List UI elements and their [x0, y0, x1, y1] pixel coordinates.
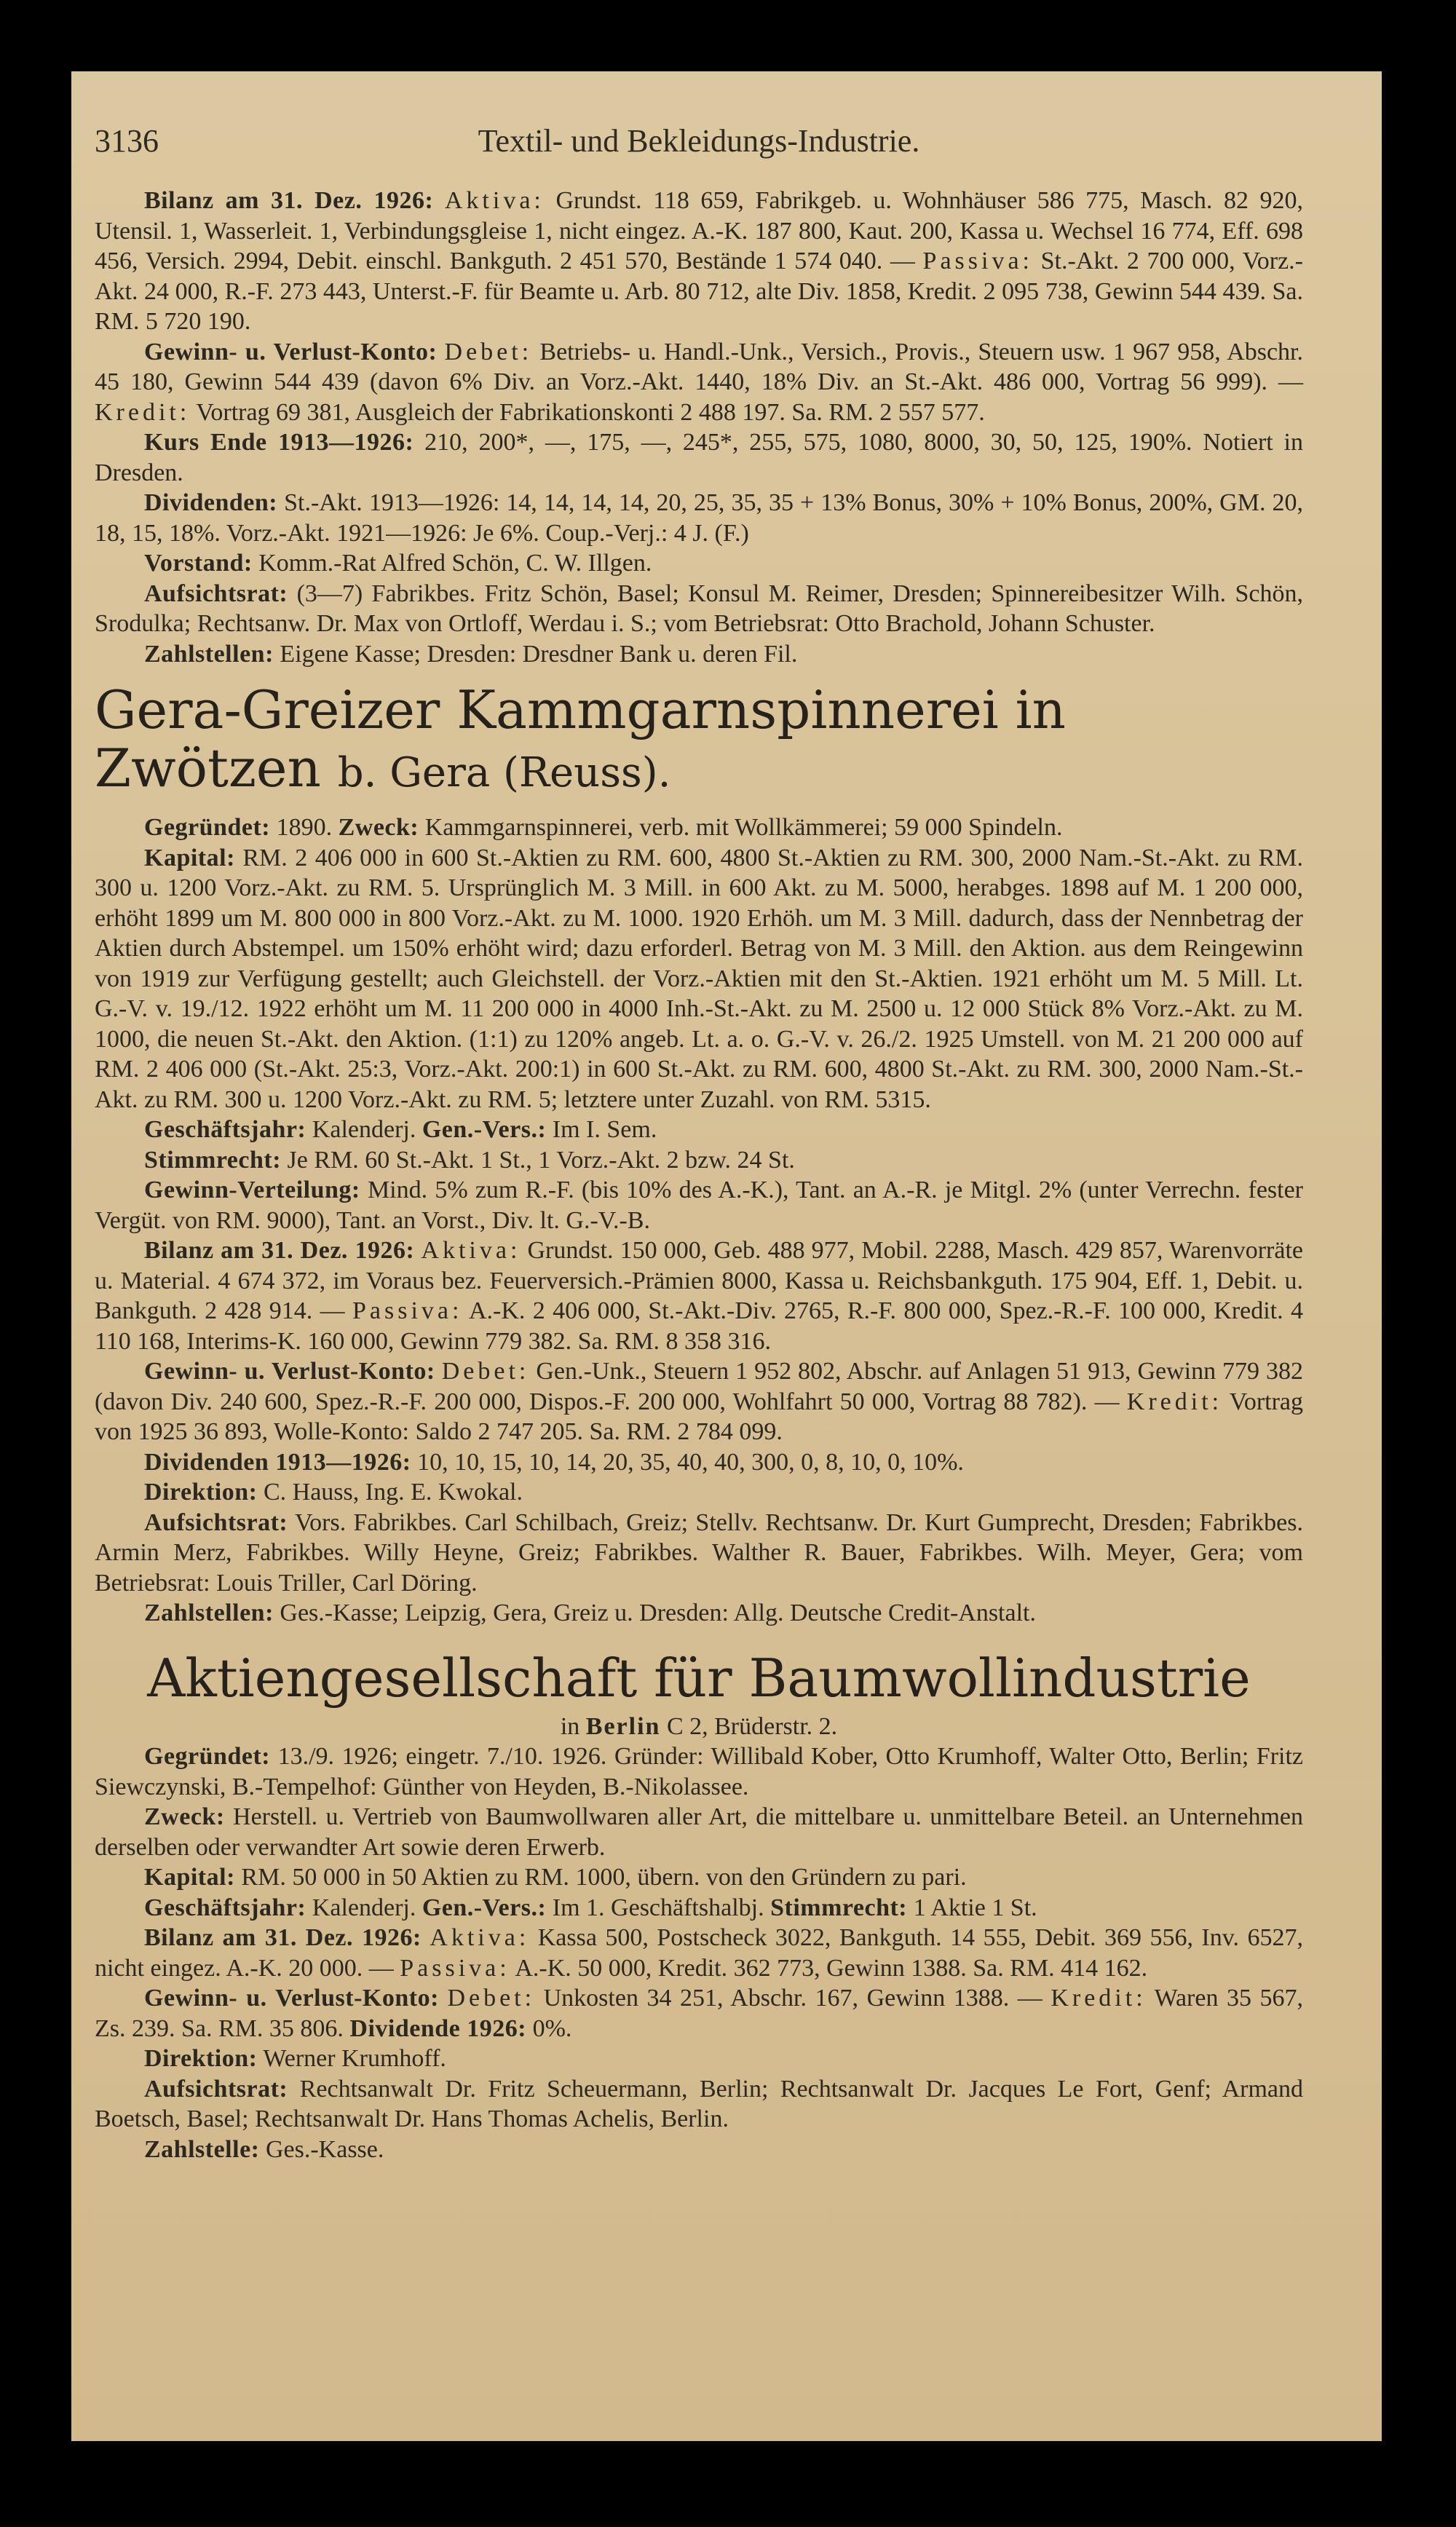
company-title-tail: b. Gera (Reuss).: [337, 749, 671, 796]
aktiva-word: Aktiva:: [444, 187, 545, 214]
gegruendet-text: 13./9. 1926; eingetr. 7./10. 1926. Gründer: Willibald Kober, Otto Krumhoff, Walter Otto, Berlin; Fritz Siewczynski, B.-Tempelhof: Günther von Heyden, B.-Nikolassee.: [95, 1743, 1303, 1800]
stimmrecht-label: Stimmrecht:: [144, 1146, 282, 1174]
dividenden-text: 10, 10, 15, 10, 14, 20, 35, 40, 40, 300, 0, 8, 10, 0, 10%.: [417, 1448, 964, 1476]
vorstand-entry: [95, 548, 1303, 579]
stimmrecht-label: Stimmrecht:: [770, 1894, 908, 1921]
gen-vers-text: Im I. Sem.: [552, 1116, 657, 1143]
aufsichtsrat-text: Vors. Fabrikbes. Carl Schilbach, Greiz; Stellv. Rechtsanw. Dr. Kurt Gumprecht, Dresden; Fabrikbes. Armin Merz, Fabrikbes. Willy Heyne, Greiz; Fabrikbes. Walther R. Bauer, Fabrikbes. Wilh. Meyer, Gera; vom Betriebsrat: Louis Triller, Carl Döring.: [95, 1508, 1303, 1597]
zahlstelle-text: Ges.-Kasse.: [265, 2135, 384, 2163]
geschaeftsjahr-label: Geschäftsjahr:: [144, 1894, 306, 1921]
company-location: [95, 1712, 1303, 1742]
stimmrecht-entry: [95, 1145, 1303, 1176]
kapital-entry: [95, 843, 1303, 1115]
kredit-word: Kredit:: [1126, 1388, 1223, 1415]
bilanz-entry: [95, 1923, 1303, 1983]
direktion-text: Werner Krumhoff.: [263, 2045, 446, 2072]
kapital-text: RM. 2 406 000 in 600 St.-Aktien zu RM. 600, 4800 St.-Aktien zu RM. 300, 2000 Nam.-St.-Akt. zu RM. 300 u. 1200 Vorz.-Akt. zu RM. 5. Ursprünglich M. 3 Mill. in 600 Akt. zu M. 5000, herabges. 1898 auf M. 1 200 000, erhöht 1899 um M. 800 000 in 800 Vorz.-Akt. zu M. 1000. 1920 Erhöh. um M. 3 Mill. dadurch, dass der Nennbetrag der Aktien durch Abstempel. um 150% erhöht wird; dazu erforderl. Betrag von M. 3 Mill. den Aktion. aus dem Reingewinn von 1919 zur Verfügung gestellt; auch Gleichstell. der Vorz.-Aktien mit den St.-Aktien. 1921 erhöht um M. 5 Mill. Lt. G.-V. v. 19./12. 1922 erhöht um M. 11 200 000 in 4000 Inh.-St.-Akt. zu M. 2500 u. 12 000 Stück 8% Vorz.-Akt. zu M. 1000, die neuen St.-Akt. den Aktion. (1:1) zu 120% angeb. Lt. a. o. G.-V. v. 26./2. 1925 Umstell. von M. 21 200 000 auf RM. 2 406 000 (St.-Akt. 25:3, Vorz.-Akt. 200:1) in 600 St.-Akt. zu RM. 600, 4800 St.-Akt. zu RM. 300, 2000 Nam.-St.-Akt. zu RM. 300 u. 1200 Vorz.-Akt. zu RM. 5; letztere unter Zuzahl. von RM. 5315.: [95, 844, 1303, 1113]
kurs-text: 210, 200*, —, 175, —, 245*, 255, 575, 1080, 8000, 30, 50, 125, 190%. Notiert in Dresden.: [95, 429, 1304, 486]
bilanz-entry: [95, 1235, 1303, 1356]
geschaeftsjahr-label: Geschäftsjahr:: [144, 1116, 306, 1143]
stimmrecht-text: 1 Aktie 1 St.: [913, 1894, 1037, 1921]
guv-entry: [95, 337, 1303, 428]
geschaeftsjahr-entry: [95, 1893, 1303, 1923]
dividende-text: 0%.: [532, 2014, 572, 2042]
zahlstellen-text: Eigene Kasse; Dresden: Dresdner Bank u. deren Fil.: [280, 640, 798, 668]
location-city: Berlin: [585, 1712, 661, 1740]
aufsichtsrat-text: (3—7) Fabrikbes. Fritz Schön, Basel; Konsul M. Reimer, Dresden; Spinnereibesitzer Wilh. Schön, Srodulka; Rechtsanw. Dr. Max von Ortloff, Werdau i. S.; vom Betriebsrat: Otto Brachold, Johann Schuster.: [95, 580, 1303, 637]
guv-debet-text: Betriebs- u. Handl.-Unk., Versich., Provis., Steuern usw. 1 967 958, Abschr. 45 180, Gewinn 544 439 (davon 6% Div. an Vorz.-Akt. 1440, 18% Div. an St.-Akt. 486 000, Vortrag 56 999). —: [95, 338, 1303, 395]
kapital-entry: [95, 1862, 1303, 1893]
guv-kredit-text: Vortrag 69 381, Ausgleich der Fabrikationskonti 2 488 197. Sa. RM. 2 557 577.: [196, 398, 985, 426]
passiva-word: Passiva:: [922, 248, 1033, 274]
gen-vers-label: Gen.-Vers.:: [422, 1894, 547, 1921]
passiva-word: Passiva:: [352, 1297, 463, 1324]
gegruendet-text: 1890.: [276, 814, 333, 841]
zahlstellen-entry: [95, 639, 1303, 670]
zahlstellen-text: Ges.-Kasse; Leipzig, Gera, Greiz u. Dresden: Allg. Deutsche Credit-Anstalt.: [280, 1599, 1036, 1626]
dividenden-entry: [95, 488, 1303, 548]
zweck-entry: [95, 1802, 1303, 1862]
gewinn-verteilung-label: Gewinn-Verteilung:: [144, 1177, 360, 1203]
bilanz-aktiva-text: Kassa 500, Postscheck 3022, Bankguth. 14 555, Debit. 369 556, Inv. 6527, nicht eingez. A.-K. 20 000. —: [95, 1924, 1304, 1982]
direktion-entry: [95, 2044, 1303, 2074]
aufsichtsrat-label: Aufsichtsrat:: [144, 2075, 288, 2103]
bilanz-label: Bilanz am 31. Dez. 1926:: [144, 187, 434, 214]
guv-debet-text: Gen.-Unk., Steuern 1 952 802, Abschr. auf Anlagen 51 913, Gewinn 779 382 (davon Div. 240 600, Spez.-R.-F. 200 000, Dispos.-F. 200 000, Wohlfahrt 50 000, Vortrag 88 782). —: [95, 1358, 1303, 1415]
guv-kredit-text: Waren 35 567, Zs. 239. Sa. RM. 35 806.: [95, 1985, 1304, 2042]
guv-debet-text: Unkosten 34 251, Abschr. 167, Gewinn 1388. —: [543, 1985, 1042, 2012]
guv-label: Gewinn- u. Verlust-Konto:: [144, 338, 438, 365]
debet-word: Debet:: [444, 338, 533, 365]
guv-entry: [95, 1983, 1303, 2044]
bilanz-entry: [95, 186, 1303, 337]
page-number: 3136: [95, 123, 159, 159]
bilanz-aktiva-text: Grundst. 118 659, Fabrikgeb. u. Wohnhäuser 586 775, Masch. 82 920, Utensil. 1, Wasserleit. 1, Verbindungsgleise 1, nicht eingez. A.-K. 187 800, Kaut. 200, Kassa u. Wechsel 16 774, Eff. 698 456, Versich. 2994, Debit. einschl. Bankguth. 2 451 570, Bestände 1 574 040. —: [95, 187, 1304, 274]
zahlstelle-entry: [95, 2135, 1303, 2165]
gewinn-verteilung-entry: [95, 1175, 1303, 1235]
debet-word: Debet:: [447, 1985, 536, 2012]
bilanz-label: Bilanz am 31. Dez. 1926:: [144, 1924, 422, 1951]
vorstand-text: Komm.-Rat Alfred Schön, C. W. Illgen.: [258, 550, 652, 577]
aufsichtsrat-label: Aufsichtsrat:: [144, 580, 288, 607]
zweck-text: Kammgarnspinnerei, verb. mit Wollkämmerei; 59 000 Spindeln.: [424, 814, 1063, 841]
aufsichtsrat-entry: [95, 579, 1303, 639]
gegruendet-label: Gegründet:: [144, 814, 271, 841]
aufsichtsrat-label: Aufsichtsrat:: [144, 1508, 288, 1536]
company-title-main: Gera-Greizer Kammgarnspinnerei in Zwötzen: [95, 679, 1067, 799]
aufsichtsrat-entry: [95, 2074, 1303, 2135]
page-header: [95, 122, 1303, 166]
direktion-label: Direktion:: [144, 2045, 258, 2072]
company-title-baumwollindustrie: Aktiengesellschaft für Baumwollindustrie: [147, 1647, 1251, 1709]
gewinn-verteilung-text: Mind. 5% zum R.-F. (bis 10% des A.-K.), Tant. an A.-R. je Mitgl. 2% (unter Verrechn. fester Vergüt. von RM. 9000), Tant. an Vorst., Div. lt. G.-V.-B.: [95, 1177, 1304, 1234]
vorstand-label: Vorstand:: [144, 550, 253, 577]
gegruendet-entry: [95, 1741, 1303, 1802]
kapital-label: Kapital:: [144, 844, 235, 871]
bilanz-passiva-text: A.-K. 2 406 000, St.-Akt.-Div. 2765, R.-F. 800 000, Spez.-R.-F. 100 000, Kredit. 4 110 168, Interims-K. 160 000, Gewinn 779 382. Sa. RM. 8 358 316.: [95, 1297, 1303, 1355]
location-prefix: in: [560, 1712, 580, 1740]
company-title-gera-greizer: [95, 681, 1303, 802]
guv-entry: [95, 1356, 1303, 1447]
bilanz-label: Bilanz am 31. Dez. 1926:: [144, 1237, 415, 1264]
gen-vers-text: Im 1. Geschäftshalbj.: [552, 1894, 764, 1921]
dividenden-label: Dividenden:: [144, 489, 278, 516]
zweck-label: Zweck:: [144, 1803, 225, 1830]
aufsichtsrat-text: Rechtsanwalt Dr. Fritz Scheuermann, Berlin; Rechtsanwalt Dr. Jacques Le Fort, Genf; Armand Boetsch, Basel; Rechtsanwalt Dr. Hans Thomas Achelis, Berlin.: [95, 2075, 1303, 2132]
geschaeftsjahr-text: Kalenderj.: [312, 1894, 416, 1921]
zweck-text: Herstell. u. Vertrieb von Baumwollwaren aller Art, die mittelbare u. unmittelbare Beteil. an Unternehmen derselben oder verwandter Art sowie deren Erwerb.: [95, 1803, 1303, 1861]
location-address: C 2, Brüderstr. 2.: [666, 1712, 838, 1740]
geschaeftsjahr-entry: [95, 1115, 1303, 1145]
direktion-text: C. Hauss, Ing. E. Kwokal.: [263, 1479, 523, 1506]
aktiva-word: Aktiva:: [421, 1237, 521, 1264]
zweck-label: Zweck:: [338, 814, 419, 841]
guv-kredit-text: Vortrag von 1925 36 893, Wolle-Konto: Saldo 2 747 205. Sa. RM. 2 784 099.: [95, 1388, 1304, 1445]
dividenden-entry: [95, 1447, 1303, 1478]
debet-word: Debet:: [441, 1358, 530, 1385]
kurs-entry: [95, 427, 1303, 488]
kredit-word: Kredit:: [95, 398, 191, 426]
running-head: Textil- und Bekleidungs-Industrie.: [478, 123, 920, 159]
gegruendet-label: Gegründet:: [144, 1743, 271, 1770]
kapital-text: RM. 50 000 in 50 Aktien zu RM. 1000, übern. von den Gründern zu pari.: [241, 1864, 967, 1891]
bilanz-passiva-text: A.-K. 50 000, Kredit. 362 773, Gewinn 1388. Sa. RM. 414 162.: [515, 1954, 1148, 1982]
gegruendet-zweck-entry: [95, 812, 1303, 843]
direktion-entry: [95, 1477, 1303, 1508]
zahlstellen-entry: [95, 1598, 1303, 1629]
guv-label: Gewinn- u. Verlust-Konto:: [144, 1358, 435, 1385]
gen-vers-label: Gen.-Vers.:: [422, 1116, 547, 1143]
zahlstellen-label: Zahlstellen:: [144, 1599, 274, 1626]
guv-label: Gewinn- u. Verlust-Konto:: [144, 1985, 439, 2012]
kapital-label: Kapital:: [144, 1864, 235, 1891]
aktiva-word: Aktiva:: [430, 1924, 530, 1951]
bilanz-aktiva-text: Grundst. 150 000, Geb. 488 977, Mobil. 2288, Masch. 429 857, Warenvorräte u. Material. 4 674 372, im Voraus bez. Feuerversich.-Prämien 8000, Kassa u. Reichsbankguth. 175 904, Eff. 1, Debit. u. Bankguth. 2 428 914. —: [95, 1237, 1304, 1324]
dividenden-label: Dividenden 1913—1926:: [144, 1448, 411, 1476]
kurs-label: Kurs Ende 1913—1926:: [144, 429, 414, 456]
direktion-label: Direktion:: [144, 1479, 258, 1506]
passiva-word: Passiva:: [400, 1954, 510, 1982]
page-content: [95, 186, 1303, 2164]
aufsichtsrat-entry: [95, 1508, 1303, 1599]
geschaeftsjahr-text: Kalenderj.: [312, 1116, 416, 1143]
kredit-word: Kredit:: [1051, 1985, 1147, 2012]
bilanz-passiva-text: St.-Akt. 2 700 000, Vorz.-Akt. 24 000, R.-F. 273 443, Unterst.-F. für Beamte u. Arb. 80 712, alte Div. 1858, Kredit. 2 095 738, Gewinn 544 439. Sa. RM. 5 720 190.: [95, 248, 1303, 335]
dividenden-text: St.-Akt. 1913—1926: 14, 14, 14, 14, 20, 25, 35, 35 + 13% Bonus, 30% + 10% Bonus, 200%, GM. 20, 18, 15, 18%. Vorz.-Akt. 1921—1926: Je 6%. Coup.-Verj.: 4 J. (F.): [95, 489, 1303, 547]
zahlstelle-label: Zahlstelle:: [144, 2135, 260, 2163]
stimmrecht-text: Je RM. 60 St.-Akt. 1 St., 1 Vorz.-Akt. 2 bzw. 24 St.: [287, 1146, 795, 1174]
dividende-label: Dividende 1926:: [349, 2014, 527, 2042]
zahlstellen-label: Zahlstellen:: [144, 640, 274, 668]
